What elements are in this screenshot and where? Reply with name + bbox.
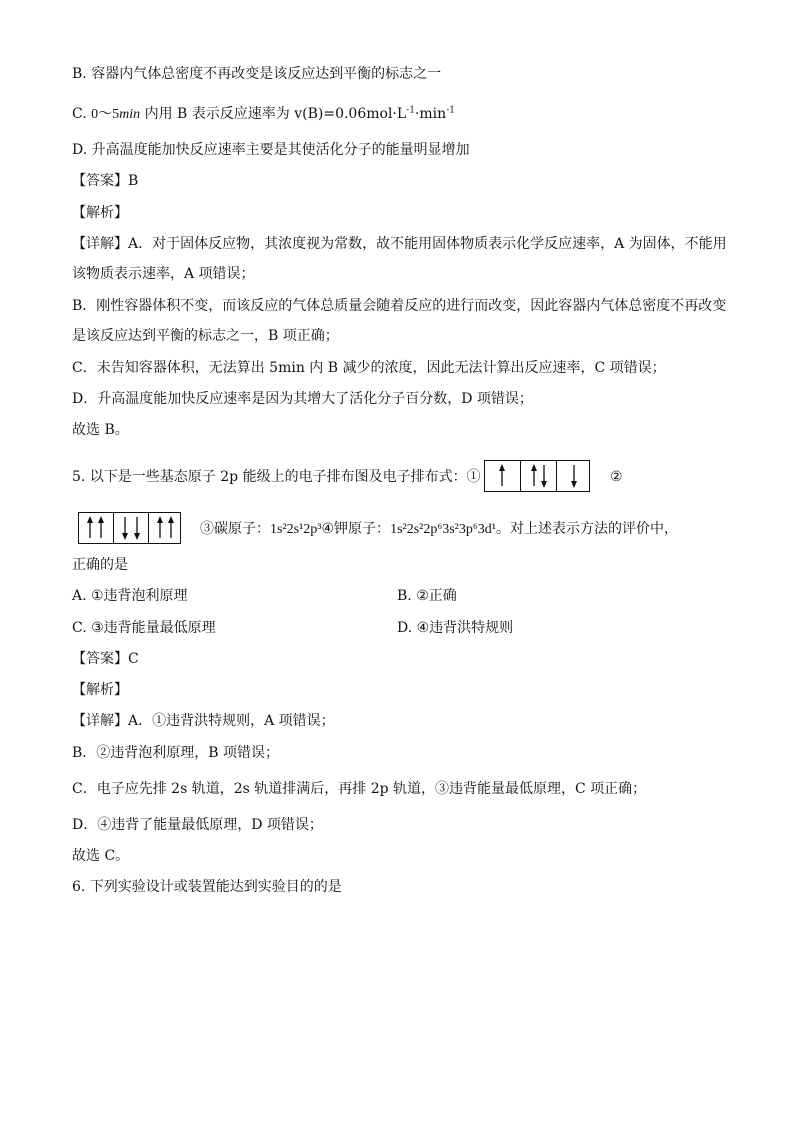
question-5-intro: 5. 以下是一些基态原子 2p 能级上的电子排布图及电子排布式：① — [72, 469, 481, 485]
detail-1-c: B．刚性容器体积不变，而该反应的气体总质量会随着反应的进行而改变，因此容器内气体总密度不再改变 — [72, 298, 727, 314]
detail-1-a: 【详解】A．对于固体反应物，其浓度视为常数，故不能用固体物质表示化学反应速率，A 为固体，不能用 — [72, 236, 727, 252]
detail-2-b: B．②违背泡利原理，B 项错误； — [72, 745, 280, 761]
answer-2: 【答案】C — [72, 651, 139, 667]
detail-1-e: C．未告知容器体积，无法算出 5min 内 B 减少的浓度，因此无法计算出反应速率，C 项错误； — [72, 360, 666, 376]
carbon-label: ③碳原子： — [200, 521, 270, 537]
potassium-label: ④钾原子： — [321, 521, 391, 537]
down-down-arrow-icon — [114, 513, 149, 543]
question-5-configs — [200, 519, 678, 540]
option-c-range: 0～5 — [91, 107, 120, 122]
orbital-box — [79, 513, 113, 543]
detail-1-b: 该物质表示速率，A 项错误； — [72, 266, 255, 282]
option-5-c: C. ③违背能量最低原理 — [72, 620, 216, 636]
question-5-tail: 。对上述表示方法的评价中， — [495, 521, 678, 537]
option-b: B. 容器内气体总密度不再改变是该反应达到平衡的标志之一 — [72, 66, 442, 82]
up-arrow-icon — [485, 461, 520, 491]
answer-1: 【答案】B — [72, 173, 139, 189]
circle-2-label: ② — [610, 469, 623, 485]
option-5-a: A. ①违背泡利原理 — [72, 588, 188, 604]
option-c-mid: ·min — [414, 106, 447, 122]
choose-1: 故选 B。 — [72, 422, 129, 438]
orbital-diagram-1 — [484, 460, 590, 492]
detail-1-d: 是该反应达到平衡的标志之一，B 项正确； — [72, 328, 339, 344]
potassium-config: 1s²2s²2p⁶3s²3p⁶3d¹ — [390, 522, 496, 537]
question-5-correct: 正确的是 — [72, 557, 128, 573]
detail-2-d: D．④违背了能量最低原理，D 项错误； — [72, 817, 323, 833]
up-up-arrow-icon — [79, 513, 113, 543]
orbital-diagram-2 — [78, 512, 181, 544]
orbital-box — [148, 513, 182, 543]
choose-2: 故选 C。 — [72, 848, 130, 864]
option-c-sup1: -1 — [406, 105, 415, 116]
up-up-arrow-icon — [149, 513, 183, 543]
option-c — [72, 104, 455, 125]
carbon-config: 1s²2s¹2p³ — [270, 522, 322, 537]
orbital-box — [556, 461, 591, 491]
option-c-text: 内用 B 表示反应速率为 v(B)=0.06mol·L — [140, 106, 407, 122]
orbital-box — [113, 513, 148, 543]
option-d: D. 升高温度能加快反应速率主要是其使活化分子的能量明显增加 — [72, 142, 470, 158]
up-down-arrow-icon — [521, 461, 557, 491]
down-arrow-icon — [557, 461, 592, 491]
option-c-sup2: -1 — [446, 105, 455, 116]
detail-2-a: 【详解】A．①违背洪特规则，A 项错误； — [72, 713, 335, 729]
analysis-2: 【解析】 — [72, 682, 128, 698]
option-5-d: D. ④违背洪特规则 — [397, 620, 514, 636]
option-c-unit: min — [119, 107, 141, 122]
option-5-b: B. ②正确 — [397, 588, 457, 604]
analysis-1: 【解析】 — [72, 205, 128, 221]
option-c-prefix: C. — [72, 106, 92, 122]
detail-2-c: C．电子应先排 2s 轨道，2s 轨道排满后，再排 2p 轨道，③违背能量最低原理，C 项正确； — [72, 781, 647, 797]
question-6: 6. 下列实验设计或装置能达到实验目的的是 — [72, 879, 342, 895]
orbital-box — [485, 461, 520, 491]
detail-1-f: D．升高温度能加快反应速率是因为其增大了活化分子百分数，D 项错误； — [72, 391, 533, 407]
orbital-box — [520, 461, 556, 491]
